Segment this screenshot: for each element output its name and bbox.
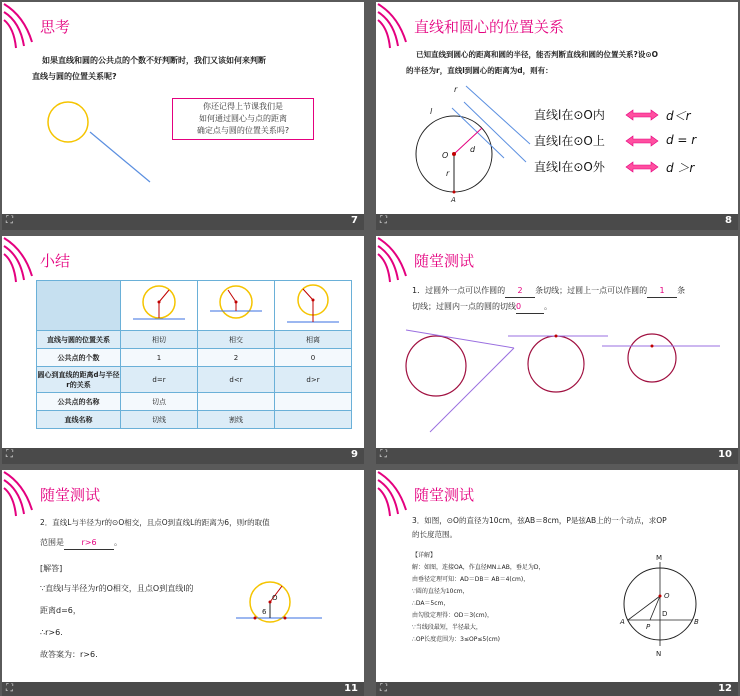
cell: 割线 (198, 411, 275, 429)
fullscreen-icon[interactable]: ⛶ (380, 449, 387, 460)
slide-title: 随堂测试 (414, 486, 475, 504)
double-arrow-icon (626, 136, 658, 146)
solution-2: 距离d=6， (40, 606, 81, 615)
q1-part-c: 条 (677, 286, 686, 295)
solution-lines (412, 562, 544, 646)
row-label: 直线名称 (37, 411, 121, 429)
label-r: r (454, 85, 458, 94)
q1-part-b: 条切线；过圆上一点可以作圆的 (535, 286, 648, 295)
fullscreen-icon[interactable]: ⛶ (6, 215, 13, 226)
relation-1-result: d＜r (666, 109, 691, 123)
row-label: 圆心到直线的距离d与半径r的关系 (37, 367, 121, 393)
label-o: O (442, 151, 449, 160)
solution-line: 解：如图，连接OA，作直径MN⊥AB，垂足为D， (412, 564, 545, 571)
page-number: 11 (344, 683, 358, 694)
cell: 切点 (121, 393, 198, 411)
cell: d>r (275, 367, 352, 393)
intro-line-2: 的半径为r，直线l到圆心的距离为d，则有： (406, 66, 553, 75)
double-arrow-icon (626, 110, 658, 120)
label-o: O (272, 594, 278, 602)
row-label: 直线与圆的位置关系 (37, 331, 121, 349)
solution-line: ∵圆的直径为10cm， (412, 588, 469, 595)
cell: 相离 (275, 331, 352, 349)
corner-cell (37, 281, 121, 331)
q2-part-b: 范围是 (40, 538, 64, 547)
label-n: N (656, 650, 662, 658)
label-r2: r (446, 169, 450, 178)
slide-title: 直线和圆心的位置关系 (414, 18, 565, 36)
solution-4: 故答案为：r>6. (40, 650, 98, 659)
relation-2: 直线l在⊙O上 (534, 134, 605, 148)
cell: 2 (198, 349, 275, 367)
slide-8[interactable] (376, 2, 738, 230)
label-d: d (470, 145, 476, 154)
cell: 相交 (198, 331, 275, 349)
cell: 相切 (121, 331, 198, 349)
slide-9[interactable] (2, 236, 364, 464)
answer: r>6 (64, 536, 114, 550)
relation-1: 直线l在⊙O内 (534, 108, 605, 122)
cell: d=r (121, 367, 198, 393)
label-a: A (451, 196, 456, 204)
slide-11[interactable] (2, 470, 364, 696)
solution-3: ∴r>6. (40, 628, 63, 637)
question-2: 2．直线L与半径为r的⊙O相交，且点O到直线L的距离为6，则r的取值 (40, 518, 270, 527)
solution-head: 【详解】 (412, 552, 437, 559)
slide-title: 小结 (40, 252, 71, 270)
label-l: l (430, 107, 433, 116)
question-2-line-2 (40, 536, 122, 550)
cell: 1 (121, 349, 198, 367)
solution-line: 由垂径定理可知：AD＝DB＝ AB＝4(cm)， (412, 576, 530, 583)
label-d: D (662, 610, 668, 618)
distance-figure (406, 78, 536, 206)
fig-intersect (198, 281, 275, 331)
question-line-2: 直线与圆的位置关系呢? (32, 72, 117, 81)
page-number: 8 (725, 215, 732, 226)
tangent-figures (396, 324, 736, 442)
solution-line: 由勾股定理得：OD＝3(cm)， (412, 612, 493, 619)
answer-1: 2 (505, 284, 535, 298)
slide-title: 随堂测试 (414, 252, 475, 270)
label-6: 6 (262, 608, 267, 616)
question-1-line-2 (412, 300, 732, 314)
chord-figure (616, 550, 706, 658)
answer-3: 0 (516, 300, 544, 314)
solution-head: [解答] (40, 564, 63, 573)
relation-3: 直线l在⊙O外 (534, 160, 605, 174)
intersect-figure (234, 578, 324, 638)
label-m: M (656, 554, 663, 562)
page-number: 10 (718, 449, 732, 460)
circle-line-figure (32, 94, 172, 194)
question-line-1: 如果直线和圆的公共点的个数不好判断时，我们又该如何来判断 (42, 56, 266, 65)
solution-line: ∵当线段最短，半径最大， (412, 624, 482, 631)
slide-footer (376, 448, 738, 464)
label-a: A (620, 618, 625, 626)
relation-2-result: d = r (666, 133, 697, 147)
solution-line: ∴OP长度范围为：3≤OP≤5(cm) (412, 636, 501, 643)
slide-footer (376, 214, 738, 230)
hint-line-2: 如何通过圆心与点的距离 (199, 114, 287, 123)
solution-1: ∵直线l与半径为r的O相交，且点O到直线l的 (40, 584, 194, 593)
row-label: 公共点的个数 (37, 349, 121, 367)
solution-line: ∴DA＝5cm， (412, 600, 450, 607)
cell (275, 411, 352, 429)
cell: d<r (198, 367, 275, 393)
slide-footer (2, 448, 364, 464)
cell (198, 393, 275, 411)
question-3: 3．如图，⊙O的直径为10cm，弦AB＝8cm，P是弦AB上的一个动点，求OP (412, 516, 667, 525)
fig-separate (275, 281, 352, 331)
slide-10[interactable] (376, 236, 738, 464)
answer-2: 1 (647, 284, 677, 298)
slide-footer (2, 214, 364, 230)
fullscreen-icon[interactable]: ⛶ (380, 683, 387, 694)
fullscreen-icon[interactable]: ⛶ (380, 215, 387, 226)
q2-part-c: 。 (114, 538, 122, 547)
slide-footer (2, 682, 364, 696)
fullscreen-icon[interactable]: ⛶ (6, 449, 13, 460)
cell (275, 393, 352, 411)
page-number: 7 (351, 215, 358, 226)
q1-part-a: 1．过圆外一点可以作圆的 (412, 286, 506, 295)
fig-tangent (121, 281, 198, 331)
q1-part-e: 。 (544, 302, 552, 311)
intro-line-1: 已知直线到圆心的距离和圆的半径，能否判断直线和圆的位置关系?设⊙O (416, 50, 659, 59)
slide-7[interactable] (2, 2, 364, 230)
slide-footer (376, 682, 738, 696)
hint-line-3: 确定点与圆的位置关系吗? (196, 126, 290, 135)
slide-title: 随堂测试 (40, 486, 101, 504)
row-label: 公共点的名称 (37, 393, 121, 411)
cell: 切线 (121, 411, 198, 429)
label-b: B (694, 618, 699, 626)
hint-box (172, 98, 314, 140)
relation-3-result: d ＞r (666, 161, 695, 175)
page-number: 9 (351, 449, 358, 460)
cell: 0 (275, 349, 352, 367)
summary-table (36, 280, 352, 429)
q1-part-d: 切线；过圆内一点的圆的切线 (412, 302, 516, 311)
slide-title: 思考 (40, 18, 71, 36)
hint-line-1: 你还记得上节课我们是 (203, 102, 283, 111)
slide-12[interactable] (376, 470, 738, 696)
fullscreen-icon[interactable]: ⛶ (6, 683, 13, 694)
question-3-line-2: 的长度范围。 (412, 530, 457, 539)
label-p: P (646, 623, 651, 631)
double-arrow-icon (626, 162, 658, 172)
label-o: O (664, 592, 670, 600)
page-number: 12 (718, 683, 732, 694)
question-1 (412, 284, 732, 298)
double-arrows (624, 108, 660, 184)
